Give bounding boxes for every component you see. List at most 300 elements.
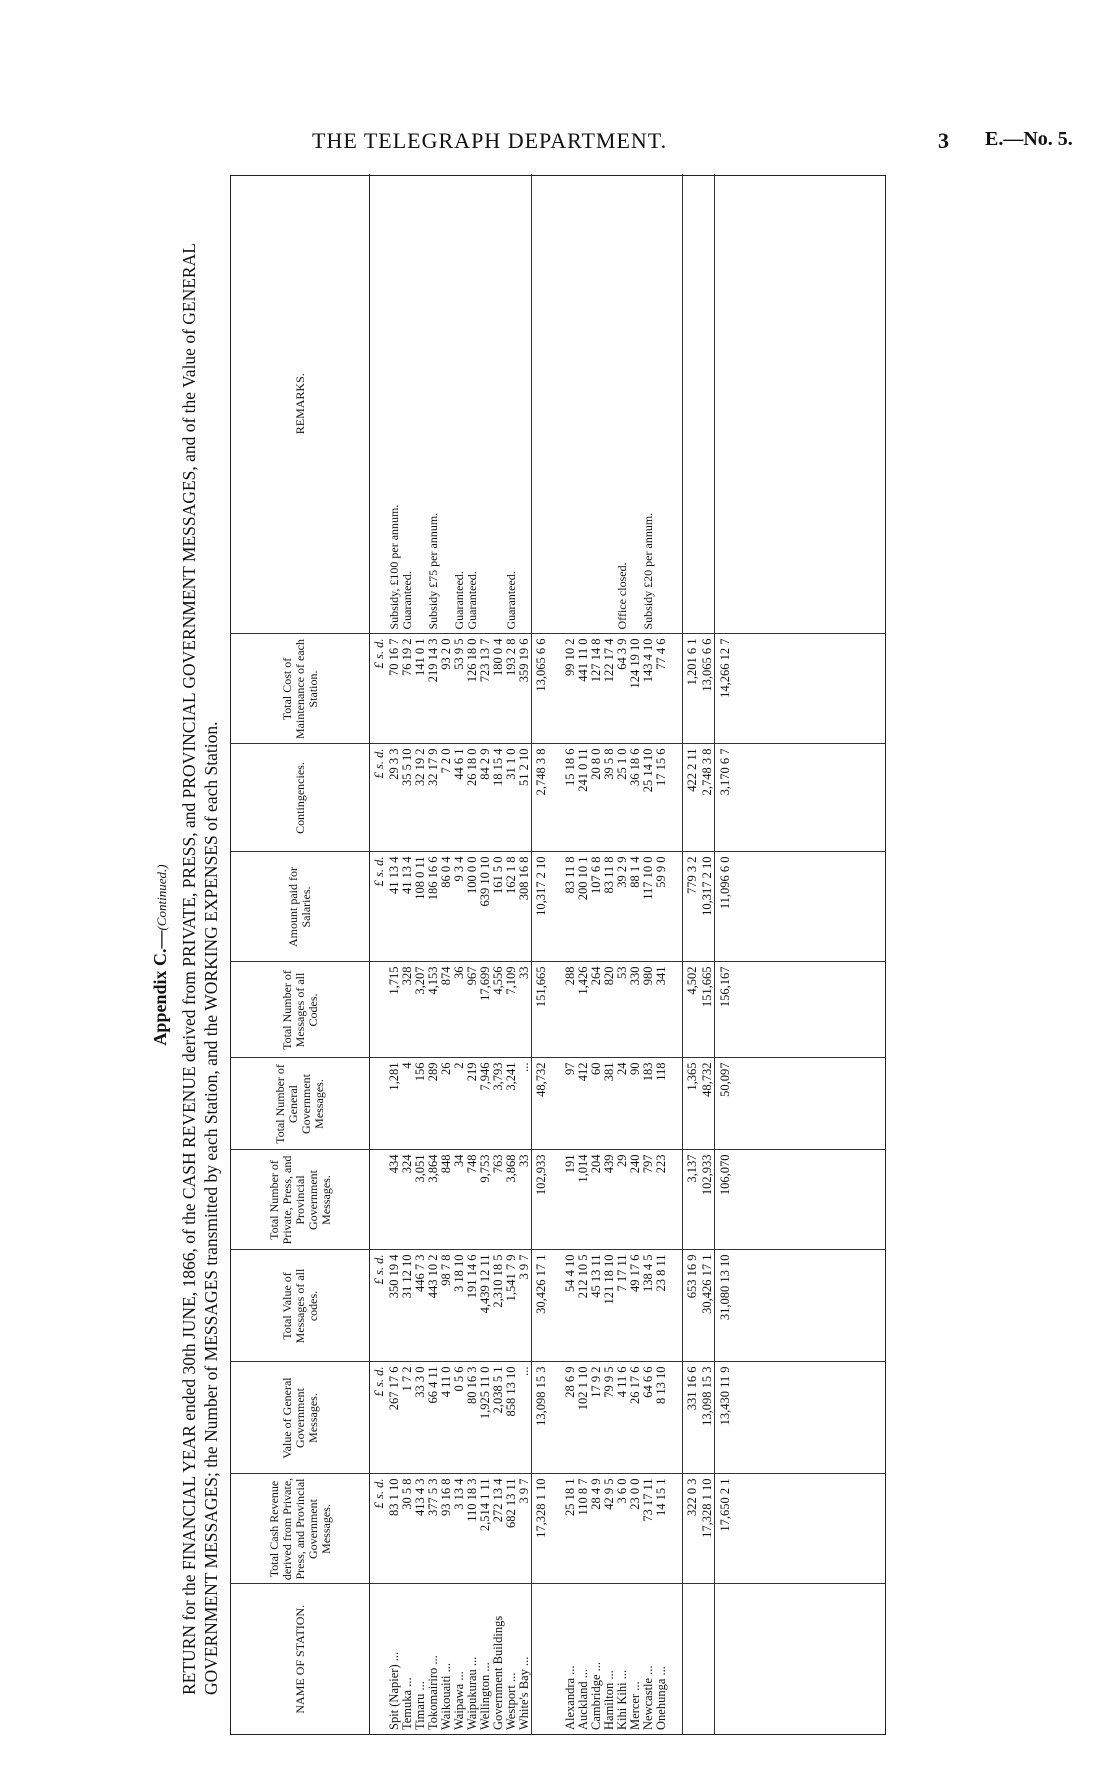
column-header-5: Total Number of General Government Messages. xyxy=(231,1058,370,1150)
station-remarks: Subsidy, £100 per annum. xyxy=(387,504,401,630)
appendix-heading xyxy=(150,175,171,1735)
table-cell xyxy=(668,962,683,1058)
cell-maintenance: 126 18 0 xyxy=(466,634,479,744)
cell-maintenance: 93 2 0 xyxy=(440,634,453,744)
unit-label: £ s. d. xyxy=(370,1474,389,1584)
cell-gov_value: 64 6 6 xyxy=(642,1362,655,1474)
cell-gov_value: 4 11 6 xyxy=(616,1362,629,1474)
total-label xyxy=(532,1584,551,1734)
cell-contingencies: 44 6 1 xyxy=(453,744,466,852)
table-cell xyxy=(668,1150,683,1250)
cell-n_gov: 26 xyxy=(440,1058,453,1150)
cell-gov_value: 8 13 10 xyxy=(655,1362,668,1474)
total-maintenance: 1,201 6 1 xyxy=(683,634,702,744)
cell-total_value: 7 17 11 xyxy=(616,1250,629,1362)
cell-gov_value: 267 17 6 xyxy=(388,1362,401,1474)
cell-revenue: 83 1 10 xyxy=(388,1474,401,1584)
table-cell xyxy=(715,174,736,634)
cell-n_all: 17,699 xyxy=(479,962,492,1058)
cell-n_private: 204 xyxy=(590,1150,603,1250)
table-body xyxy=(370,174,886,1734)
cell-maintenance: 99 10 2 xyxy=(564,634,577,744)
cell-n_all: 980 xyxy=(642,962,655,1058)
station-name: Waikouaiti ... xyxy=(440,1584,453,1734)
table-cell xyxy=(550,1474,564,1584)
total-salaries: 10,317 2 10 xyxy=(532,852,551,962)
cell-revenue: 28 4 9 xyxy=(590,1474,603,1584)
cell-salaries: 186 16 6 xyxy=(427,852,440,962)
cell-gov_value: 33 3 0 xyxy=(414,1362,427,1474)
cell-n_all: 36 xyxy=(453,962,466,1058)
station-remarks: Guaranteed. xyxy=(452,571,466,630)
cell-revenue: 2,514 1 11 xyxy=(479,1474,492,1584)
station-remarks xyxy=(655,174,668,634)
cell-salaries: 83 11 8 xyxy=(564,852,577,962)
total-maintenance: 14,266 12 7 xyxy=(715,634,736,744)
grand-total-row xyxy=(715,174,736,1734)
cell-contingencies: 32 17 9 xyxy=(427,744,440,852)
group1-total-row xyxy=(532,174,551,1734)
cell-n_gov: 3,241 xyxy=(505,1058,518,1150)
cell-total_value: 446 7 3 xyxy=(414,1250,427,1362)
table-cell xyxy=(735,1362,885,1474)
cell-gov_value: 80 16 3 xyxy=(466,1362,479,1474)
cell-n_all: 264 xyxy=(590,962,603,1058)
table-cell xyxy=(735,852,885,962)
station-remarks: Guaranteed. xyxy=(504,571,518,630)
return-table xyxy=(231,174,885,1734)
total-gov_value: 13,098 15 3 xyxy=(701,1362,715,1474)
return-table-frame xyxy=(230,175,886,1735)
total-contingencies: 2,748 3 8 xyxy=(701,744,715,852)
cell-contingencies: 25 14 10 xyxy=(642,744,655,852)
cell-salaries: 86 0 4 xyxy=(440,852,453,962)
column-header-4: Total Number of Private, Press, and Provincial Government Messages. xyxy=(231,1150,370,1250)
cell-maintenance: 124 19 10 xyxy=(629,634,642,744)
cell-n_all: 341 xyxy=(655,962,668,1058)
cell-gov_value: 28 6 9 xyxy=(564,1362,577,1474)
total-revenue: 17,650 2 1 xyxy=(715,1474,736,1584)
table-cell xyxy=(550,744,564,852)
cell-n_private: 797 xyxy=(642,1150,655,1250)
total-n_all: 151,665 xyxy=(532,962,551,1058)
total-n_private: 106,070 xyxy=(715,1150,736,1250)
table-cell xyxy=(735,1474,885,1584)
cell-n_all: 874 xyxy=(440,962,453,1058)
station-remarks: Guaranteed. xyxy=(400,571,414,630)
cell-n_gov: 183 xyxy=(642,1058,655,1150)
filler-row xyxy=(735,174,885,1734)
cell-total_value: 212 10 5 xyxy=(577,1250,590,1362)
table-cell xyxy=(668,634,683,744)
cell-n_private: 763 xyxy=(492,1150,505,1250)
table-cell xyxy=(668,1474,683,1584)
cell-revenue: 682 13 11 xyxy=(505,1474,518,1584)
cell-n_all: 7,109 xyxy=(505,962,518,1058)
cell-revenue: 110 8 7 xyxy=(577,1474,590,1584)
unit-label xyxy=(370,1058,389,1150)
cell-gov_value: 0 5 6 xyxy=(453,1362,466,1474)
cell-revenue: 73 17 11 xyxy=(642,1474,655,1584)
cell-n_gov: 2 xyxy=(453,1058,466,1150)
station-name: Tokomairiro ... xyxy=(427,1584,440,1734)
cell-maintenance: 723 13 7 xyxy=(479,634,492,744)
station-name: Hamilton ... xyxy=(603,1584,616,1734)
station-row xyxy=(655,174,668,1734)
cell-maintenance: 219 14 3 xyxy=(427,634,440,744)
unit-label xyxy=(370,962,389,1058)
cell-total_value: 23 8 11 xyxy=(655,1250,668,1362)
total-n_gov: 48,732 xyxy=(532,1058,551,1150)
table-cell xyxy=(550,1362,564,1474)
total-maintenance: 13,065 6 6 xyxy=(701,634,715,744)
cell-revenue: 110 18 3 xyxy=(466,1474,479,1584)
station-remarks xyxy=(440,174,453,634)
cell-maintenance: 70 16 7 xyxy=(388,634,401,744)
station-remarks: Guaranteed. xyxy=(465,571,479,630)
station-remarks xyxy=(590,174,603,634)
total-n_gov: 50,097 xyxy=(715,1058,736,1150)
total-contingencies: 2,748 3 8 xyxy=(532,744,551,852)
cell-contingencies: 26 18 0 xyxy=(466,744,479,852)
cell-n_all: 3,207 xyxy=(414,962,427,1058)
cell-salaries: 59 9 0 xyxy=(655,852,668,962)
station-remarks xyxy=(518,174,532,634)
unit-label xyxy=(370,1150,389,1250)
station-name: White's Bay ... xyxy=(518,1584,532,1734)
table-cell xyxy=(550,962,564,1058)
table-cell xyxy=(668,744,683,852)
total-salaries: 779 3 2 xyxy=(683,852,702,962)
total-contingencies: 422 2 11 xyxy=(683,744,702,852)
cell-contingencies: 84 2 9 xyxy=(479,744,492,852)
cell-salaries: 41 13 4 xyxy=(388,852,401,962)
total-n_private: 102,933 xyxy=(532,1150,551,1250)
cell-n_all: 820 xyxy=(603,962,616,1058)
cell-salaries: 107 6 8 xyxy=(590,852,603,962)
total-n_gov: 1,365 xyxy=(683,1058,702,1150)
total-revenue: 17,328 1 10 xyxy=(701,1474,715,1584)
department-title: THE TELEGRAPH DEPARTMENT. xyxy=(312,128,668,153)
table-cell xyxy=(550,174,564,634)
cell-maintenance: 122 17 4 xyxy=(603,634,616,744)
cell-n_gov: 1,281 xyxy=(388,1058,401,1150)
rotated-return-table-block xyxy=(150,175,910,1735)
cell-revenue: 3 9 7 xyxy=(518,1474,532,1584)
cell-contingencies: 51 2 10 xyxy=(518,744,532,852)
cell-total_value: 3 9 7 xyxy=(518,1250,532,1362)
cell-total_value: 443 10 2 xyxy=(427,1250,440,1362)
station-name: Waipawa ... xyxy=(453,1584,466,1734)
unit-label: £ s. d. xyxy=(370,634,389,744)
cell-maintenance: 53 9 5 xyxy=(453,634,466,744)
column-header-3: Total Value of Messages of all codes. xyxy=(231,1250,370,1362)
station-remarks xyxy=(564,174,577,634)
cell-total_value: 4,439 12 11 xyxy=(479,1250,492,1362)
group2-total-row xyxy=(683,174,702,1734)
total-label xyxy=(683,1584,702,1734)
total-total_value: 30,426 17 1 xyxy=(532,1250,551,1362)
table-cell xyxy=(550,1584,564,1734)
cell-n_private: 191 xyxy=(564,1150,577,1250)
cell-maintenance: 141 0 1 xyxy=(414,634,427,744)
cell-n_private: 29 xyxy=(616,1150,629,1250)
cell-total_value: 54 4 10 xyxy=(564,1250,577,1362)
station-name: Auckland ... xyxy=(577,1584,590,1734)
cell-n_private: 439 xyxy=(603,1150,616,1250)
table-cell xyxy=(701,174,715,634)
total-gov_value: 331 16 6 xyxy=(683,1362,702,1474)
cell-n_gov: 381 xyxy=(603,1058,616,1150)
column-header-0: NAME OF STATION. xyxy=(231,1584,370,1734)
unit-label: £ s. d. xyxy=(370,1362,389,1474)
cell-n_private: 3,864 xyxy=(427,1150,440,1250)
cell-n_gov: 97 xyxy=(564,1058,577,1150)
cell-contingencies: 15 18 6 xyxy=(564,744,577,852)
unit-label: £ s. d. xyxy=(370,852,389,962)
table-cell xyxy=(668,1584,683,1734)
station-name: Government Buildings xyxy=(492,1584,505,1734)
cell-n_private: 434 xyxy=(388,1150,401,1250)
column-header-8: Contingencies. xyxy=(231,744,370,852)
cell-n_private: 240 xyxy=(629,1150,642,1250)
cell-maintenance: 64 3 9 xyxy=(616,634,629,744)
cell-maintenance: 441 11 0 xyxy=(577,634,590,744)
cell-salaries: 162 1 8 xyxy=(505,852,518,962)
cell-revenue: 377 5 3 xyxy=(427,1474,440,1584)
cell-n_all: 33 xyxy=(518,962,532,1058)
table-cell xyxy=(550,634,564,744)
column-header-10: REMARKS. xyxy=(231,174,370,634)
column-header-9: Total Cost of Maintenance of each Station. xyxy=(231,634,370,744)
cell-total_value: 138 4 5 xyxy=(642,1250,655,1362)
cell-salaries: 9 3 4 xyxy=(453,852,466,962)
cell-n_private: 33 xyxy=(518,1150,532,1250)
cell-total_value: 45 13 11 xyxy=(590,1250,603,1362)
cell-gov_value: 858 13 10 xyxy=(505,1362,518,1474)
total-label xyxy=(715,1584,736,1734)
station-name: Alexandra ... xyxy=(564,1584,577,1734)
table-cell xyxy=(550,852,564,962)
cell-n_gov: 24 xyxy=(616,1058,629,1150)
cell-revenue: 3 6 0 xyxy=(616,1474,629,1584)
table-cell xyxy=(370,174,389,634)
cell-gov_value: 79 9 5 xyxy=(603,1362,616,1474)
total-n_private: 102,933 xyxy=(701,1150,715,1250)
cell-gov_value: 2,038 5 1 xyxy=(492,1362,505,1474)
cell-salaries: 308 16 8 xyxy=(518,852,532,962)
carried-forward-row xyxy=(701,174,715,1734)
station-name: Kihi Kihi ... xyxy=(616,1584,629,1734)
column-header-6: Total Number of Messages of all Codes. xyxy=(231,962,370,1058)
total-total_value: 31,080 13 10 xyxy=(715,1250,736,1362)
cell-total_value: 3 18 10 xyxy=(453,1250,466,1362)
total-n_private: 3,137 xyxy=(683,1150,702,1250)
running-head xyxy=(0,128,1114,158)
cell-total_value: 2,310 18 5 xyxy=(492,1250,505,1362)
total-gov_value: 13,430 11 9 xyxy=(715,1362,736,1474)
table-cell xyxy=(668,1250,683,1362)
cell-n_gov: 7,946 xyxy=(479,1058,492,1150)
cell-salaries: 200 10 1 xyxy=(577,852,590,962)
cell-n_all: 288 xyxy=(564,962,577,1058)
cell-revenue: 25 18 1 xyxy=(564,1474,577,1584)
cell-contingencies: 7 2 0 xyxy=(440,744,453,852)
cell-n_gov: 118 xyxy=(655,1058,668,1150)
station-name: Wellington ... xyxy=(479,1584,492,1734)
cell-n_gov: 289 xyxy=(427,1058,440,1150)
unit-label: £ s. d. xyxy=(370,1250,389,1362)
column-header-1: Total Cash Revenue derived from Private, Press, and Provincial Government Messages. xyxy=(231,1474,370,1584)
station-remarks xyxy=(492,174,505,634)
total-n_all: 4,502 xyxy=(683,962,702,1058)
total-salaries: 11,096 6 0 xyxy=(715,852,736,962)
column-header-2: Value of General Government Messages. xyxy=(231,1362,370,1474)
cell-contingencies: 32 19 2 xyxy=(414,744,427,852)
total-salaries: 10,317 2 10 xyxy=(701,852,715,962)
cell-contingencies: 35 5 10 xyxy=(401,744,414,852)
cell-n_private: 223 xyxy=(655,1150,668,1250)
cell-maintenance: 76 19 2 xyxy=(401,634,414,744)
cell-contingencies: 36 18 6 xyxy=(629,744,642,852)
cell-gov_value: 66 4 11 xyxy=(427,1362,440,1474)
cell-maintenance: 180 0 4 xyxy=(492,634,505,744)
station-remarks: Subsidy £20 per annum. xyxy=(641,512,655,630)
total-n_gov: 48,732 xyxy=(701,1058,715,1150)
cell-n_gov: ... xyxy=(518,1058,532,1150)
cell-total_value: 49 17 6 xyxy=(629,1250,642,1362)
table-cell xyxy=(735,962,885,1058)
total-n_all: 156,167 xyxy=(715,962,736,1058)
cell-n_private: 34 xyxy=(453,1150,466,1250)
return-caption: RETURN for the FINANCIAL YEAR ended 30th JUNE, 1866, of the CASH REVENUE derived from PRIVATE, PRESS, and PROVINCIAL GOVERNMENT MESSAGES, and of the Value of GENERAL GOVERNMENT MESSAGES; the Number of MESSAGES transmitted by each Station, and the WORKING EXPENSES of each Station. xyxy=(179,243,221,1695)
cell-salaries: 108 0 11 xyxy=(414,852,427,962)
cell-n_gov: 156 xyxy=(414,1058,427,1150)
page-number: 3 xyxy=(938,128,949,153)
table-cell xyxy=(668,1058,683,1150)
table-cell xyxy=(668,1362,683,1474)
table-cell xyxy=(735,1584,885,1734)
spacer-row xyxy=(550,174,564,1734)
station-name: Waipukurau ... xyxy=(466,1584,479,1734)
cell-contingencies: 39 5 8 xyxy=(603,744,616,852)
cell-maintenance: 359 19 6 xyxy=(518,634,532,744)
cell-n_all: 53 xyxy=(616,962,629,1058)
cell-salaries: 639 10 10 xyxy=(479,852,492,962)
cell-n_all: 967 xyxy=(466,962,479,1058)
cell-contingencies: 31 1 0 xyxy=(505,744,518,852)
table-cell xyxy=(668,852,683,962)
cell-maintenance: 77 4 6 xyxy=(655,634,668,744)
table-cell xyxy=(735,174,885,634)
cell-gov_value: 4 11 0 xyxy=(440,1362,453,1474)
total-n_all: 151,665 xyxy=(701,962,715,1058)
cell-contingencies: 29 3 3 xyxy=(388,744,401,852)
table-cell xyxy=(735,1058,885,1150)
cell-salaries: 117 10 0 xyxy=(642,852,655,962)
cell-contingencies: 17 15 6 xyxy=(655,744,668,852)
cell-contingencies: 241 0 11 xyxy=(577,744,590,852)
cell-revenue: 23 0 0 xyxy=(629,1474,642,1584)
cell-revenue: 30 5 8 xyxy=(401,1474,414,1584)
station-remarks: Office closed. xyxy=(615,562,629,630)
cell-n_private: 9,753 xyxy=(479,1150,492,1250)
station-name: Spit (Napier) ... xyxy=(388,1584,401,1734)
cell-n_private: 324 xyxy=(401,1150,414,1250)
cell-gov_value: 17 9 2 xyxy=(590,1362,603,1474)
cell-n_gov: 4 xyxy=(401,1058,414,1150)
cell-n_gov: 412 xyxy=(577,1058,590,1150)
cell-n_all: 1,426 xyxy=(577,962,590,1058)
total-maintenance: 13,065 6 6 xyxy=(532,634,551,744)
cell-n_gov: 60 xyxy=(590,1058,603,1150)
cell-revenue: 413 4 3 xyxy=(414,1474,427,1584)
cell-n_all: 4,153 xyxy=(427,962,440,1058)
table-cell xyxy=(735,1150,885,1250)
cell-gov_value: 102 1 10 xyxy=(577,1362,590,1474)
total-revenue: 322 0 3 xyxy=(683,1474,702,1584)
cell-n_gov: 90 xyxy=(629,1058,642,1150)
table-cell xyxy=(668,174,683,634)
cell-maintenance: 127 14 8 xyxy=(590,634,603,744)
table-cell xyxy=(735,1250,885,1362)
station-name: Cambridge ... xyxy=(590,1584,603,1734)
spacer-row xyxy=(668,174,683,1734)
cell-gov_value: 1,925 11 0 xyxy=(479,1362,492,1474)
cell-total_value: 31 12 10 xyxy=(401,1250,414,1362)
units-row xyxy=(370,174,389,1734)
column-header-7: Amount paid for Salaries. xyxy=(231,852,370,962)
cell-contingencies: 20 8 0 xyxy=(590,744,603,852)
cell-n_private: 1,014 xyxy=(577,1150,590,1250)
station-name: Temuka ... xyxy=(401,1584,414,1734)
total-contingencies: 3,170 6 7 xyxy=(715,744,736,852)
cell-revenue: 42 9 5 xyxy=(603,1474,616,1584)
table-cell xyxy=(550,1058,564,1150)
cell-salaries: 41 13 4 xyxy=(401,852,414,962)
cell-revenue: 272 13 4 xyxy=(492,1474,505,1584)
cell-salaries: 39 2 9 xyxy=(616,852,629,962)
total-total_value: 30,426 17 1 xyxy=(701,1250,715,1362)
cell-total_value: 350 19 4 xyxy=(388,1250,401,1362)
cell-n_all: 1,715 xyxy=(388,962,401,1058)
table-cell xyxy=(735,744,885,852)
cell-revenue: 3 13 4 xyxy=(453,1474,466,1584)
cell-total_value: 121 18 10 xyxy=(603,1250,616,1362)
station-remarks: Subsidy £75 per annum. xyxy=(426,512,440,630)
table-cell xyxy=(370,1584,389,1734)
cell-revenue: 93 16 8 xyxy=(440,1474,453,1584)
cell-n_private: 3,051 xyxy=(414,1150,427,1250)
cell-total_value: 1,541 7 9 xyxy=(505,1250,518,1362)
cell-salaries: 88 1 4 xyxy=(629,852,642,962)
station-name: Newcastle ... xyxy=(642,1584,655,1734)
cell-n_private: 848 xyxy=(440,1150,453,1250)
cell-n_gov: 219 xyxy=(466,1058,479,1150)
cell-n_gov: 3,793 xyxy=(492,1058,505,1150)
cell-maintenance: 143 4 10 xyxy=(642,634,655,744)
station-name: Onehunga ... xyxy=(655,1584,668,1734)
cell-revenue: 14 15 1 xyxy=(655,1474,668,1584)
total-gov_value: 13,098 15 3 xyxy=(532,1362,551,1474)
table-cell xyxy=(550,1250,564,1362)
document-reference: E.—No. 5. xyxy=(985,128,1073,150)
cell-n_all: 330 xyxy=(629,962,642,1058)
cell-n_all: 4,556 xyxy=(492,962,505,1058)
cell-total_value: 98 7 8 xyxy=(440,1250,453,1362)
table-cell xyxy=(683,174,702,634)
column-header-row xyxy=(231,174,370,1734)
